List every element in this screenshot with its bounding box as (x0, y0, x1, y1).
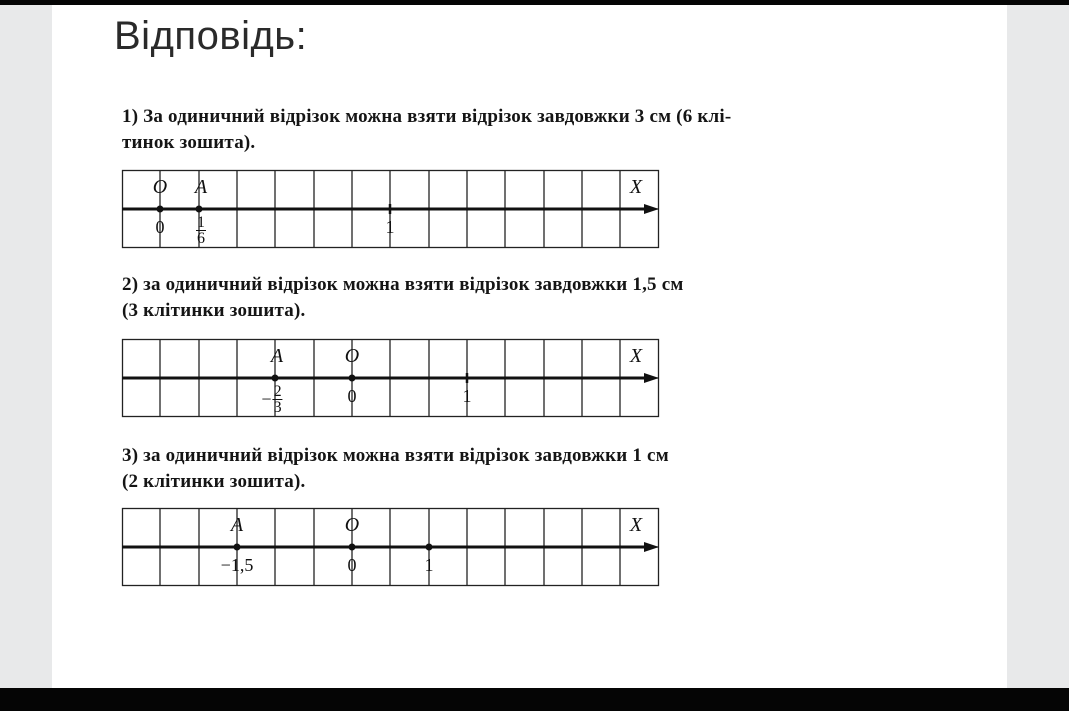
axis-x-label: X (629, 176, 643, 198)
answer-3-line-1: 3) за одиничний відрізок можна взяти відрізок завдовжки 1 см (122, 445, 669, 466)
fraction-sign: − (261, 389, 272, 409)
number-line-2 (122, 339, 659, 417)
tick-zero: 0 (347, 555, 357, 575)
axis-arrow (644, 204, 659, 214)
point-o-label: O (344, 345, 360, 367)
answer-1-line-2: тинок зошита). (122, 132, 256, 153)
answer-2-line-2: (3 клітинки зошита). (122, 300, 306, 321)
axis-x-label: X (629, 345, 643, 367)
tick-one: 1 (385, 217, 395, 237)
tick-one: 1 (424, 555, 434, 575)
point-a-dot (234, 544, 241, 551)
fraction-denominator: 6 (197, 230, 205, 247)
fraction-denominator: 3 (273, 399, 282, 416)
number-line-1 (122, 170, 659, 248)
number-line-3 (122, 508, 659, 586)
tick-zero: 0 (347, 386, 357, 406)
axis-x-label: X (629, 514, 643, 536)
point-a-label: A (270, 345, 284, 367)
answer-2-text (122, 272, 938, 324)
point-o-dot (349, 375, 356, 382)
tick-a: −1,5 (220, 555, 254, 575)
point-a-dot (196, 206, 203, 213)
answer-1-text (122, 104, 938, 156)
tick-one-dot (426, 544, 433, 551)
bottom-bar (0, 688, 1069, 711)
axis-arrow (644, 373, 659, 383)
point-o-dot (349, 544, 356, 551)
point-o-label: O (152, 176, 168, 198)
answer-2-line-1: 2) за одиничний відрізок можна взяти відрізок завдовжки 1,5 см (122, 274, 684, 295)
point-a-label: A (230, 514, 244, 536)
fraction-numerator: 2 (273, 383, 282, 400)
tick-one: 1 (462, 386, 472, 406)
point-o-label: O (344, 514, 360, 536)
point-a-fraction (196, 215, 206, 246)
point-a-fraction (261, 384, 282, 415)
grid-svg-2 (122, 339, 659, 417)
answer-3-text (122, 443, 938, 495)
point-a-dot (272, 375, 279, 382)
point-a-label: A (194, 176, 208, 198)
page-title: Відповідь: (114, 14, 308, 58)
axis-arrow (644, 542, 659, 552)
grid-svg-3 (122, 508, 659, 586)
point-o-dot (157, 206, 164, 213)
answer-3-line-2: (2 клітинки зошита). (122, 471, 306, 492)
fraction-numerator: 1 (197, 214, 205, 231)
tick-zero: 0 (155, 217, 165, 237)
answer-1-line-1: 1) За одиничний відрізок можна взяти відрізок завдовжки 3 см (6 клі- (122, 106, 732, 127)
